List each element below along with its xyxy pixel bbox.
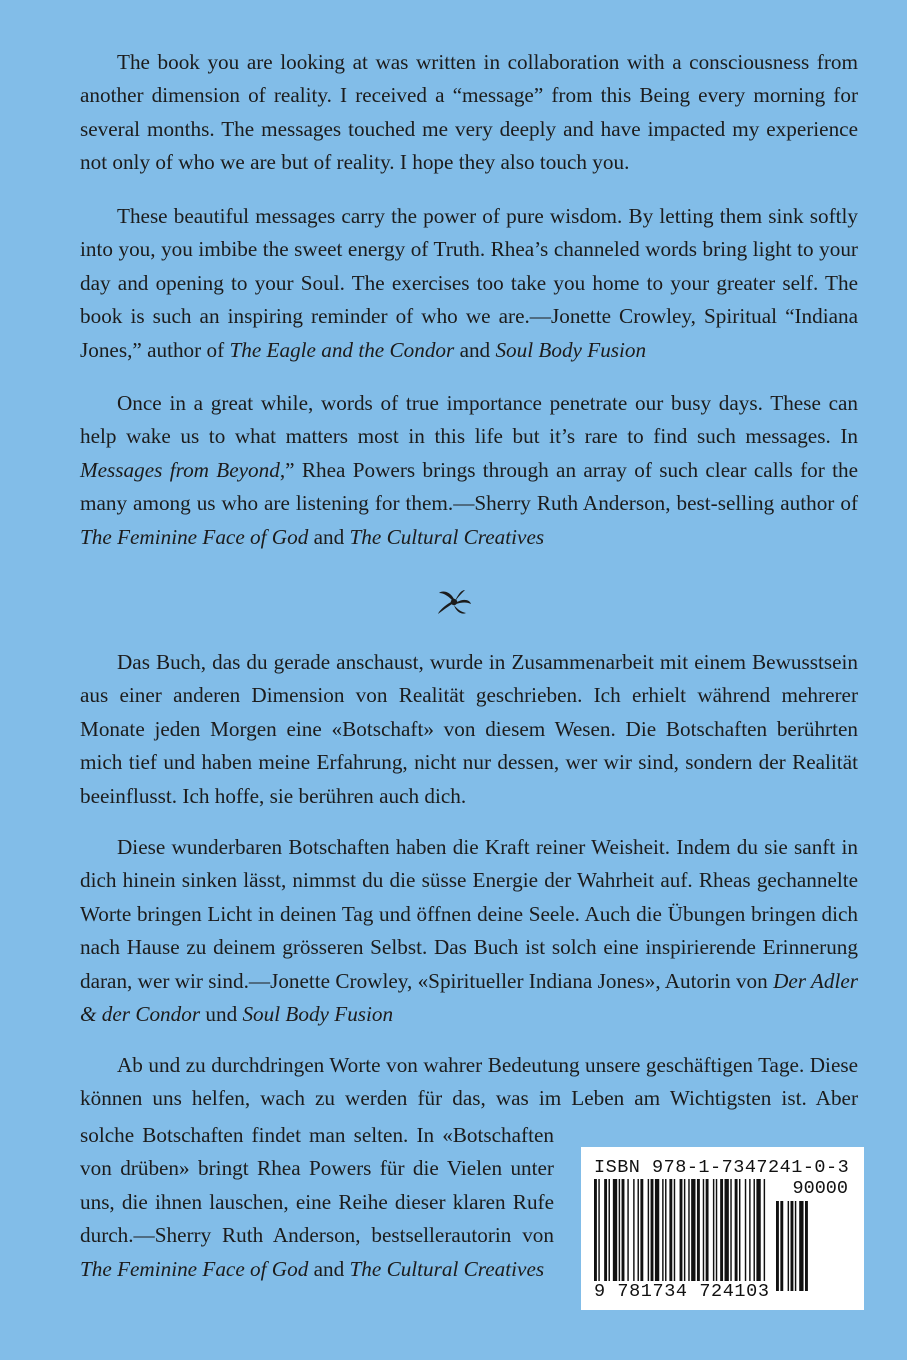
- barcode-bar: [665, 1179, 666, 1283]
- barcode-bar: [598, 1179, 599, 1283]
- isbn-barcode: [581, 1147, 864, 1310]
- barcode-bar: [662, 1179, 663, 1283]
- barcode-bar: [674, 1179, 675, 1283]
- flourish-ornament-icon: [434, 587, 474, 617]
- barcode-bar: [609, 1179, 610, 1283]
- book-title: The Eagle and the Condor: [229, 337, 455, 362]
- barcode-bar: [680, 1179, 683, 1283]
- barcode-bar: [669, 1179, 672, 1283]
- endorsement-text: Diese wunderbaren Botschaften haben die Kraft reiner Weisheit. Indem du sie sanft in dich hinein sinken lässt, nimmst du die süsse Energie der Wahrheit auf. Rheas gechannelte Worte bringen Licht in deinen Tag und öffnen deine Seele. Auch die Übungen bringen dich nach Hause zu deinem grösseren Selbst. Das Buch ist solch eine inspirierende Erinnerung daran, wer wir sind.—Jonette Crowley, «Spiritueller Indiana Jones», Autorin von: [80, 835, 858, 993]
- paragraph-text: Ab und zu durchdringen Worte von wahrer Bedeutung unsere geschäftigen Tage. Diese können uns helfen, wach zu werden für das, was im Leben am Wichtigsten ist. Aber: [80, 1053, 858, 1111]
- barcode-bar: [776, 1201, 779, 1291]
- isbn-label: ISBN 978-1-7347241-0-3: [594, 1157, 850, 1178]
- endorsement-text: Once in a great while, words of true importance penetrate our busy days. These can help wake us to what matters most in this life but it’s rare to find such messages. In: [80, 391, 858, 449]
- book-title: Der Adler & der Condor: [80, 968, 859, 1027]
- barcode-bar: [725, 1179, 729, 1283]
- book-title: The Feminine Face of God: [80, 1256, 309, 1281]
- barcode-bar: [604, 1179, 607, 1283]
- barcode-bar: [651, 1179, 654, 1283]
- barcode-bar: [627, 1179, 628, 1283]
- barcode-bar: [684, 1179, 685, 1283]
- barcode-bar: [788, 1201, 789, 1291]
- endorsement-text: solche Botschaften findet man selten. In «Botschaften von drüben» bringt Rhea Powers für die Vielen unter uns, die ihnen lauschen, eine Reihe dieser klaren Rufe durch.—Sherry Ruth Anderson, bestsellerautorin von: [80, 1123, 554, 1248]
- barcode-bar: [706, 1179, 709, 1283]
- barcode-bar: [655, 1179, 659, 1283]
- conjunction: and: [454, 337, 496, 362]
- barcode-bar: [691, 1179, 695, 1283]
- barcode-bar: [703, 1179, 704, 1283]
- barcode-bar: [764, 1179, 765, 1283]
- barcode-bar: [594, 1179, 597, 1283]
- book-title: The Feminine Face of God: [80, 524, 309, 549]
- german-paragraph-1: [80, 646, 858, 813]
- barcode-bar: [613, 1179, 617, 1283]
- paragraph-text: The book you are looking at was written in collaboration with a consciousness from another dimension of reality. I received a “message” from this Being every morning for several months. The messages touched me very deeply and have impacted my experience not only of who we are but of reality. I hope they also touch you.: [80, 50, 858, 175]
- barcode-bar: [749, 1179, 750, 1283]
- german-paragraph-3: [80, 1049, 858, 1116]
- barcode-ean-number: 9 781734 724103: [594, 1281, 770, 1302]
- barcode-bar: [640, 1179, 643, 1283]
- barcode-bar: [619, 1179, 620, 1283]
- endorsement-text: These beautiful messages carry the power of pure wisdom. By letting them sink softly into you, you imbibe the sweet energy of Truth. Rhea’s channeled words bring light to your day and opening to your Soul. The exercises too take you home to your greater self. The book is such an inspiring reminder of who we are.—Jonette Crowley, Spiritual “Indiana Jones,” author of: [80, 204, 858, 362]
- conjunction: und: [200, 1002, 243, 1027]
- barcode-bar: [754, 1179, 755, 1283]
- barcode-bar: [713, 1179, 714, 1283]
- book-title: The Cultural Creatives: [349, 1256, 545, 1281]
- barcode-addon-number: 90000: [792, 1178, 848, 1199]
- german-paragraph-2: [80, 831, 858, 1031]
- barcode-bar: [745, 1179, 746, 1283]
- paragraph-text: [80, 387, 858, 554]
- barcode-bar: [795, 1201, 796, 1291]
- barcode-bar: [633, 1179, 634, 1283]
- barcode-bar: [756, 1179, 760, 1283]
- english-paragraph-3: [80, 387, 858, 554]
- barcode-bar: [799, 1201, 803, 1291]
- book-title: Messages from Beyond: [80, 457, 280, 482]
- barcode-bar: [648, 1179, 649, 1283]
- paragraph-text: [80, 831, 858, 1031]
- endorsement-text: ,” Rhea Powers brings through an array of such clear calls for the many among us who are listening for them.—Sherry Ruth Anderson, best-selling author of: [80, 457, 858, 516]
- barcode-bar: [697, 1179, 700, 1283]
- barcode-bar: [730, 1179, 731, 1283]
- barcode-bar: [805, 1201, 808, 1291]
- conjunction: and: [308, 524, 350, 549]
- barcode-bar: [638, 1179, 639, 1283]
- barcode-bar: [735, 1179, 738, 1283]
- barcode-bar: [720, 1179, 723, 1283]
- book-title: The Cultural Creatives: [349, 524, 545, 549]
- paragraph-text: [80, 1119, 554, 1286]
- barcode-bar: [688, 1179, 689, 1283]
- paragraph-text: [80, 200, 858, 367]
- english-paragraph-1: [80, 46, 858, 180]
- barcode-bar: [622, 1179, 625, 1283]
- barcode-bar: [739, 1179, 740, 1283]
- barcode-bar: [791, 1201, 794, 1291]
- english-paragraph-2: [80, 200, 858, 367]
- barcode-bar: [716, 1179, 717, 1283]
- book-title: Soul Body Fusion: [495, 337, 647, 362]
- barcode-bar: [780, 1201, 783, 1291]
- conjunction: and: [308, 1256, 350, 1281]
- paragraph-text: Das Buch, das du gerade anschaust, wurde in Zusammenarbeit mit einem Bewusstsein aus einer anderen Dimension von Realität geschrieben. Ich erhielt während mehrerer Monate jeden Morgen eine «Botschaft» von diesem Wesen. Die Botschaften berührten mich tief und haben meine Erfahrung, nicht nur dessen, wer wir sind, sondern der Realität beeinflusst. Ich hoffe, sie berühren auch dich.: [80, 650, 858, 808]
- book-title: Soul Body Fusion: [242, 1002, 394, 1027]
- german-paragraph-3-continued: [80, 1119, 554, 1286]
